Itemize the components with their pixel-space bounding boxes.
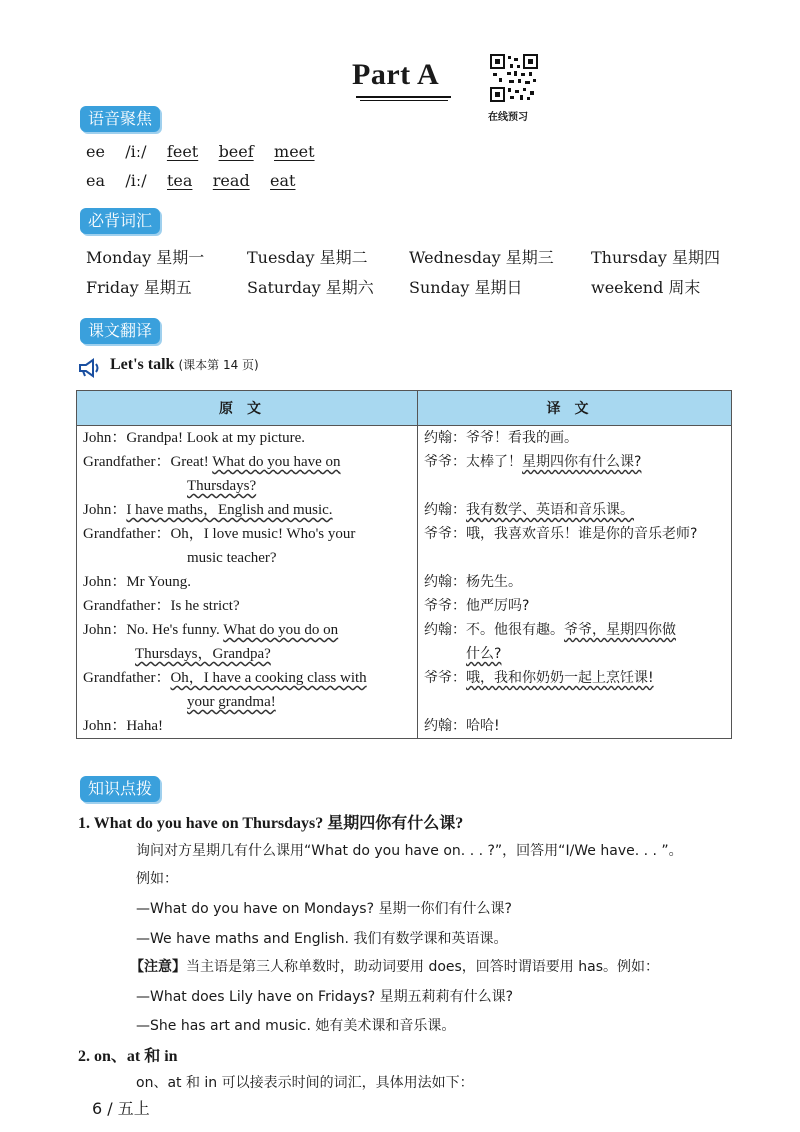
qr-label: 在线预习	[488, 112, 528, 123]
table-row	[77, 618, 732, 666]
section-badge-translation: 课文翻译	[80, 318, 160, 344]
table-row	[77, 714, 732, 739]
phonics-letters: ea	[86, 171, 106, 190]
phonics-row-ee	[86, 142, 315, 161]
phonics-word: eat	[270, 171, 296, 190]
phonics-letters: ee	[86, 142, 105, 161]
talk-title: Let's talk	[110, 356, 175, 373]
vocab-item: Monday 星期一	[86, 248, 205, 267]
dialogue-en	[77, 498, 418, 522]
table-row	[77, 426, 732, 451]
note-tag: 【注意】	[130, 959, 186, 975]
text-segment: I have maths，English and music.	[126, 502, 333, 518]
phonics-word: feet	[166, 142, 199, 161]
page-footer: 6 / 五上	[92, 1099, 150, 1118]
table-row	[77, 498, 732, 522]
text-segment: What do you do on	[223, 622, 339, 638]
point-1-line: —What does Lily have on Fridays? 星期五莉莉有什么课?	[136, 989, 514, 1005]
text-segment: 爷爷：太棒了！	[424, 454, 522, 470]
talk-page-note: (课本第 14 页)	[178, 358, 259, 372]
talk-heading	[110, 356, 259, 374]
table-header-row	[77, 391, 732, 426]
phonics-sound: /iː/	[125, 142, 147, 161]
dialogue-en: John：Grandpa! Look at my picture.	[77, 426, 418, 451]
text-segment: 什么?	[466, 646, 502, 662]
text-segment: music teacher?	[187, 550, 277, 566]
text-segment: John：No. He's funny.	[83, 622, 224, 638]
point-2-line: on、at 和 in 可以接表示时间的词汇，具体用法如下：	[136, 1075, 474, 1091]
text-segment: 星期四你有什么课?	[522, 454, 642, 470]
text-segment: your grandma!	[187, 694, 276, 710]
table-row	[77, 666, 732, 714]
dialogue-en	[77, 618, 418, 666]
dialogue-zh: 爷爷：他严厉吗?	[418, 594, 732, 618]
text-segment: John：	[83, 502, 127, 518]
phonics-word: beef	[218, 142, 254, 161]
vocab-item: weekend 周末	[591, 278, 701, 297]
text-segment: What do you have on	[212, 454, 341, 470]
text-segment: Grandfather：	[83, 670, 171, 686]
dialogue-en: John：Mr Young.	[77, 570, 418, 594]
vocab-item: Wednesday 星期三	[409, 248, 554, 267]
dialogue-zh: 约翰：杨先生。	[418, 570, 732, 594]
section-badge-vocab: 必背词汇	[80, 208, 160, 234]
vocab-item: Thursday 星期四	[591, 248, 721, 267]
dialogue-zh	[418, 618, 732, 666]
dialogue-zh: 约翰：爷爷！看我的画。	[418, 426, 732, 451]
text-segment: Thursdays，Grandpa?	[135, 646, 271, 662]
vocab-item: Saturday 星期六	[247, 278, 374, 297]
phonics-word: meet	[274, 142, 315, 161]
phonics-sound: /iː/	[125, 171, 147, 190]
note-text: 当主语是第三人称单数时，助动词要用 does，回答时谓语要用 has。例如：	[186, 959, 660, 975]
dialogue-zh	[418, 498, 732, 522]
text-segment: Thursdays?	[187, 478, 257, 494]
col-original: 原文	[77, 391, 418, 426]
section-badge-knowledge: 知识点拨	[80, 776, 160, 802]
table-row	[77, 450, 732, 498]
vocab-item: Tuesday 星期二	[247, 248, 368, 267]
point-1-line: 询问对方星期几有什么课用“What do you have on. . . ?”，回答用“I/We have. . . ”。	[136, 843, 683, 859]
dialogue-zh: 爷爷：哦，我喜欢音乐！谁是你的音乐老师?	[418, 522, 732, 570]
page-title: Part A	[352, 58, 440, 91]
point-2-title: 2. on、at 和 in	[78, 1048, 178, 1065]
vocab-item: Sunday 星期日	[409, 278, 523, 297]
dialogue-en: Grandfather：Is he strict?	[77, 594, 418, 618]
dialogue-en	[77, 522, 418, 570]
title-underline	[356, 96, 451, 98]
point-1-line: 例如：	[136, 871, 178, 887]
dialogue-table	[76, 390, 732, 739]
qr-code-icon[interactable]	[490, 54, 538, 102]
point-1-title: 1. What do you have on Thursdays? 星期四你有什么课?	[78, 815, 464, 832]
text-segment: 我有数学、英语和音乐课。	[466, 502, 634, 518]
text-segment: 哦，我和你奶奶一起上烹饪课!	[466, 670, 654, 686]
point-1-line: —We have maths and English. 我们有数学课和英语课。	[136, 931, 508, 947]
vocab-item: Friday 星期五	[86, 278, 192, 297]
text-segment: 约翰：不。他很有趣。	[424, 622, 564, 638]
megaphone-icon	[78, 358, 102, 378]
phonics-word: tea	[167, 171, 193, 190]
phonics-word: read	[212, 171, 250, 190]
section-badge-phonics: 语音聚焦	[80, 106, 160, 132]
text-segment: 爷爷，星期四你做	[564, 622, 676, 638]
table-row	[77, 522, 732, 570]
table-row	[77, 570, 732, 594]
title-underline-2	[360, 100, 448, 101]
dialogue-en: John：Haha!	[77, 714, 418, 739]
dialogue-zh: 约翰：哈哈!	[418, 714, 732, 739]
phonics-row-ea	[86, 171, 295, 190]
table-row	[77, 594, 732, 618]
point-1-line: —She has art and music. 她有美术课和音乐课。	[136, 1018, 456, 1034]
text-segment: Oh，I have a cooking class with	[170, 670, 367, 686]
text-segment: Grandfather：Oh，I love music! Who's your	[83, 526, 356, 542]
col-translation: 译文	[418, 391, 732, 426]
point-1-note	[130, 956, 659, 976]
dialogue-en	[77, 666, 418, 714]
point-1-line: —What do you have on Mondays? 星期一你们有什么课?	[136, 901, 512, 917]
text-segment: 爷爷：	[424, 670, 466, 686]
text-segment: 约翰：	[424, 502, 466, 518]
dialogue-zh	[418, 666, 732, 714]
dialogue-zh	[418, 450, 732, 498]
dialogue-en	[77, 450, 418, 498]
text-segment: Grandfather：Great!	[83, 454, 213, 470]
